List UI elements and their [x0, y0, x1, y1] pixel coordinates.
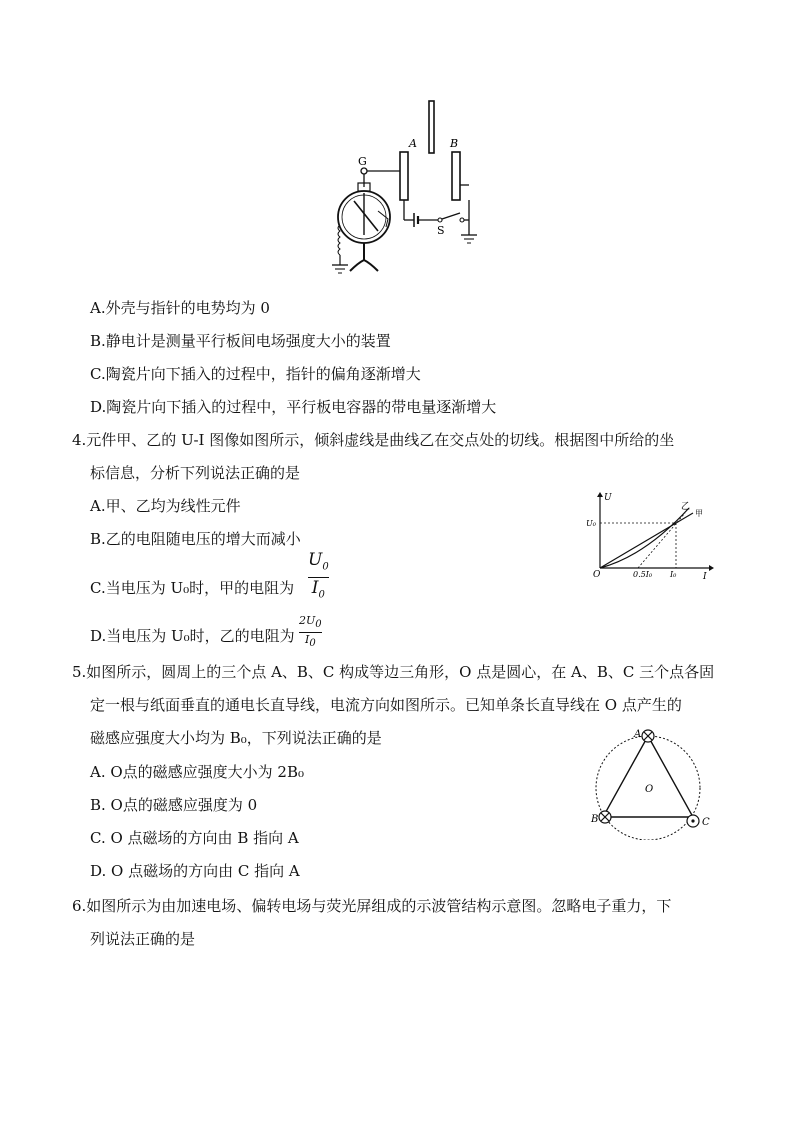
u0-tick: U₀ [586, 519, 596, 528]
q4-option-d: D.当电压为 U₀时，乙的电阻为 [90, 627, 295, 645]
three-wires-figure [588, 725, 718, 840]
ui-graph [585, 488, 715, 580]
q5-option-a: A. O点的磁感应强度大小为 2B₀ [90, 763, 305, 781]
plate-a [400, 152, 408, 200]
wire-c-out-icon [687, 815, 699, 827]
label-o: O [645, 784, 654, 795]
switch-s [442, 213, 460, 219]
q6-stem-line1: 6.如图所示为由加速电场、偏转电场与荧光屏组成的示波管结构示意图。忽略电子重力，下 [72, 897, 672, 915]
q4-fraction-d: $2U_0$ $I_0$ [299, 614, 322, 650]
label-b: B [591, 814, 599, 825]
q5-option-b: B. O点的磁感应强度为 0 [90, 796, 258, 814]
label-c: C [702, 817, 710, 828]
wire-a-into-icon [642, 730, 654, 742]
triangle [603, 736, 693, 817]
q5-option-d: D. O 点磁场的方向由 C 指向 A [90, 862, 300, 880]
q5-option-c: C. O 点磁场的方向由 B 指向 A [90, 829, 299, 847]
q5-stem-line2: 定一根与纸面垂直的通电长直导线，电流方向如图所示。已知单条长直导线在 O 点产生的 [90, 696, 682, 714]
q4-stem-line1: 4.元件甲、乙的 U-I 图像如图所示，倾斜虚线是曲线乙在交点处的切线。根据图中所给的坐 [72, 431, 675, 449]
pointer [354, 201, 378, 231]
curve-jia-label: 甲 [695, 509, 703, 518]
q4-option-c: C.当电压为 U₀时，甲的电阻为 [90, 579, 295, 597]
q3-option-c: C.陶瓷片向下插入的过程中，指针的偏角逐渐增大 [90, 365, 421, 383]
q4-fraction-c: $U_0$ $I_0$ [308, 550, 329, 601]
half-i0-tick: 0.5I₀ [633, 570, 653, 579]
q4-option-b: B.乙的电阻随电压的增大而减小 [90, 530, 301, 548]
q3-option-a: A.外壳与指针的电势均为 0 [90, 299, 270, 317]
u-axis-label: U [604, 493, 612, 503]
label-a: A [634, 729, 642, 740]
q5-stem-line1: 5.如图所示，圆周上的三个点 A、B、C 构成等边三角形，O 点是圆心，在 A、B、C 三个点各固 [72, 663, 715, 681]
q3-option-d: D.陶瓷片向下插入的过程中，平行板电容器的带电量逐渐增大 [90, 398, 497, 416]
q4-option-a: A.甲、乙均为线性元件 [90, 497, 241, 515]
i-axis-label: I [703, 572, 707, 580]
q5-stem-line3: 磁感应强度大小均为 B₀，下列说法正确的是 [90, 729, 382, 747]
label-a: A [409, 137, 417, 150]
q4-stem-line2: 标信息，分析下列说法正确的是 [90, 464, 301, 482]
curve-jia [600, 513, 693, 568]
curve-yi-label: 乙 [681, 502, 691, 512]
label-g: G [358, 155, 367, 168]
wire-b-into-icon [599, 811, 611, 823]
q6-stem-line2: 列说法正确的是 [90, 930, 196, 948]
plate-b [452, 152, 460, 200]
label-b: B [450, 137, 459, 150]
label-s: S [437, 224, 445, 237]
i0-tick: I₀ [670, 570, 677, 579]
electrometer-capacitor-figure [310, 95, 490, 280]
origin-label: O [593, 570, 601, 580]
ceramic-plate [429, 101, 434, 153]
q3-option-b: B.静电计是测量平行板间电场强度大小的装置 [90, 332, 391, 350]
